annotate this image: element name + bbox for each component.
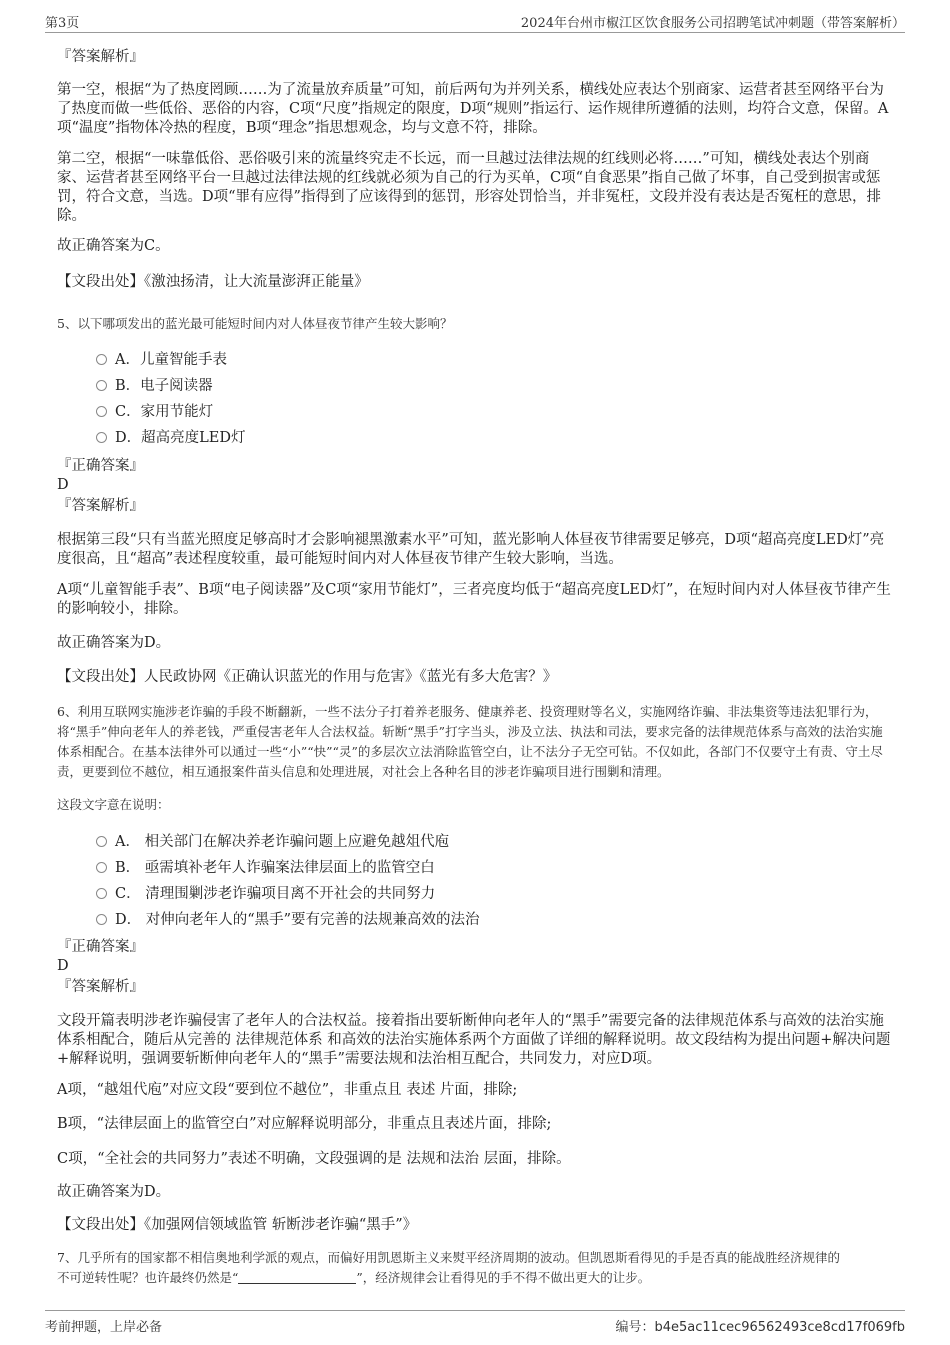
q5-answer: D: [57, 477, 69, 493]
q6-option-c[interactable]: [96, 884, 435, 904]
fill-in-blank[interactable]: [238, 1271, 356, 1284]
document-id-label: 编号：: [615, 1320, 655, 1335]
page-footer: [45, 1310, 905, 1333]
q5-analysis-label: 『答案解析』: [57, 498, 144, 514]
q6-conclusion: 故正确答案为D。: [57, 1184, 171, 1200]
q5-answer-label: 『正确答案』: [57, 458, 144, 474]
radio-icon[interactable]: [96, 888, 107, 899]
document-id-value: b4e5ac11cec96562493ce8cd17f069fb: [654, 1320, 905, 1335]
q6-analysis-para3: B项，“法律层面上的监管空白”对应解释说明部分，非重点且表述片面，排除;: [57, 1116, 552, 1132]
radio-icon[interactable]: [96, 914, 107, 925]
q5-option-c[interactable]: [96, 402, 213, 422]
q4-source: 【文段出处】《激浊扬清，让大流量澎湃正能量》: [57, 274, 369, 290]
q5-question: 5、以下哪项发出的蓝光最可能短时间内对人体昼夜节律产生较大影响？: [57, 316, 453, 331]
q6-prompt: 这段文字意在说明：: [57, 797, 170, 812]
q6-answer: D: [57, 958, 69, 974]
page-number: 第3页: [45, 16, 80, 31]
q7-line1: 7、几乎所有的国家都不相信奥地利学派的观点，而偏好用凯恩斯主义来熨平经济周期的波动。但凯恩斯看得见的手是否真的能战胜经济规律的: [57, 1250, 840, 1265]
q5-option-d[interactable]: [96, 428, 245, 448]
q6-analysis-para2: A项，“越俎代庖”对应文段“要到位不越位”，非重点且 表述 片面，排除;: [57, 1082, 518, 1098]
option-label: B． 亟需填补老年人诈骗案法律层面上的监管空白: [115, 860, 435, 876]
option-label: A． 相关部门在解决养老诈骗问题上应避免越俎代庖: [115, 834, 450, 850]
q7-line2-end: ”，经济规律会让看得见的手不得不做出更大的让步。: [356, 1270, 651, 1285]
radio-icon[interactable]: [96, 354, 107, 365]
q6-passage: 6、利用互联网实施涉老诈骗的手段不断翻新，一些不法分子打着养老服务、健康养老、投资理财等名义，实施网络诈骗、非法集资等违法犯罪行为，将“黑手”伸向老年人的养老钱，严重侵害老年人合法权益。斩断“黑手”打字当头，涉及立法、执法和司法，要求完备的法律规范体系与高效的法治实施体系相配合。在基本法律外可以通过一些“小”“快”“灵”的多层次立法消除监管空白，让不法分子无空可钻。不仅如此，各部门不仅要守土有责、守土尽责，更要到位不越位，相互通报案件苗头信息和处理进展，对社会上各种名目的涉老诈骗项目进行围剿和清理。: [57, 704, 883, 779]
radio-icon[interactable]: [96, 836, 107, 847]
radio-icon[interactable]: [96, 432, 107, 443]
q4-analysis-label: 『答案解析』: [57, 49, 144, 65]
q6-option-a[interactable]: [96, 832, 449, 852]
q6-answer-label: 『正确答案』: [57, 939, 144, 955]
radio-icon[interactable]: [96, 862, 107, 873]
page-header: [45, 10, 905, 33]
q5-analysis-para2: A项“儿童智能手表”、B项“电子阅读器”及C项“家用节能灯”，三者亮度均低于“超高亮度LED灯”，在短时间内对人体昼夜节律产生的影响较小，排除。: [57, 582, 891, 617]
q4-analysis-para2: 第二空，根据“一味靠低俗、恶俗吸引来的流量终究走不长远，而一旦越过法律法规的红线则必将……”可知，横线处表达个别商家、运营者甚至网络平台一旦越过法律法规的红线就必须为自己的行为买单，C项“自食恶果”指自己做了坏事，自己受到损害或惩罚，符合文意，当选。D项“罪有应得”指得到了应该得到的惩罚，形容处罚恰当，并非冤枉，文段并没有表达是否冤枉的意思，排除。: [57, 151, 881, 224]
q5-option-b[interactable]: [96, 376, 213, 396]
q6-analysis-para1: 文段开篇表明涉老诈骗侵害了老年人的合法权益。接着指出要斩断伸向老年人的“黑手”需要完备的法律规范体系与高效的法治实施体系相配合，随后从完善的 法律规范体系 和高效的法治实施体系两个方面做了详细的解释说明。故文段结构为提出问题+解决问题+解释说明，强调要斩断伸向老年人的“黑手”需要法规和法治相互配合，共同发力，对应D项。: [57, 1013, 891, 1067]
q6-option-d[interactable]: [96, 910, 480, 930]
radio-icon[interactable]: [96, 380, 107, 391]
q6-option-b[interactable]: [96, 858, 435, 878]
q4-analysis-para1: 第一空，根据“为了热度罔顾……为了流量放弃质量”可知，前后两句为并列关系，横线处应表达个别商家、运营者甚至网络平台为了热度而做一些低俗、恶俗的内容，C项“尺度”指规定的限度，D项“规则”指运行、运作规律所遵循的法则，均符合文意，保留。A项“温度”指物体冷热的程度，B项“理念”指思想观念，均与文意不符，排除。: [57, 82, 889, 136]
option-label: C．家用节能灯: [115, 404, 214, 420]
radio-icon[interactable]: [96, 406, 107, 417]
option-label: B．电子阅读器: [115, 378, 213, 394]
footer-slogan: 考前押题，上岸必备: [45, 1320, 163, 1335]
option-label: C． 清理围剿涉老诈骗项目离不开社会的共同努力: [115, 886, 436, 902]
option-label: A．儿童智能手表: [115, 352, 227, 368]
option-label: D． 对伸向老年人的“黑手”要有完善的法规兼高效的法治: [115, 912, 480, 928]
q5-conclusion: 故正确答案为D。: [57, 635, 171, 651]
q6-analysis-label: 『答案解析』: [57, 979, 144, 995]
document-title: 2024年台州市椒江区饮食服务公司招聘笔试冲刺题（带答案解析）: [520, 16, 905, 31]
q5-analysis-para1: 根据第三段“只有当蓝光照度足够高时才会影响褪黑激素水平”可知，蓝光影响人体昼夜节律需要足够亮，D项“超高亮度LED灯”亮度很高，且“超高”表述程度较重，最可能短时间内对人体昼夜节律产生较大影响，当选。: [57, 532, 885, 567]
q6-source: 【文段出处】《加强网信领域监管 斩断涉老诈骗“黑手”》: [57, 1217, 418, 1233]
q7-line2-start: 不可逆转性呢？也许最终仍然是“: [57, 1270, 239, 1285]
option-label: D．超高亮度LED灯: [115, 430, 246, 446]
q4-conclusion: 故正确答案为C。: [57, 238, 170, 254]
q5-option-a[interactable]: [96, 350, 227, 370]
q7-question: [57, 1248, 892, 1288]
q5-source: 【文段出处】人民政协网《正确认识蓝光的作用与危害》《蓝光有多大危害？》: [57, 669, 558, 685]
q6-analysis-para4: C项，“全社会的共同努力”表述不明确，文段强调的是 法规和法治 层面，排除。: [57, 1151, 571, 1167]
document-id: [615, 1316, 905, 1335]
